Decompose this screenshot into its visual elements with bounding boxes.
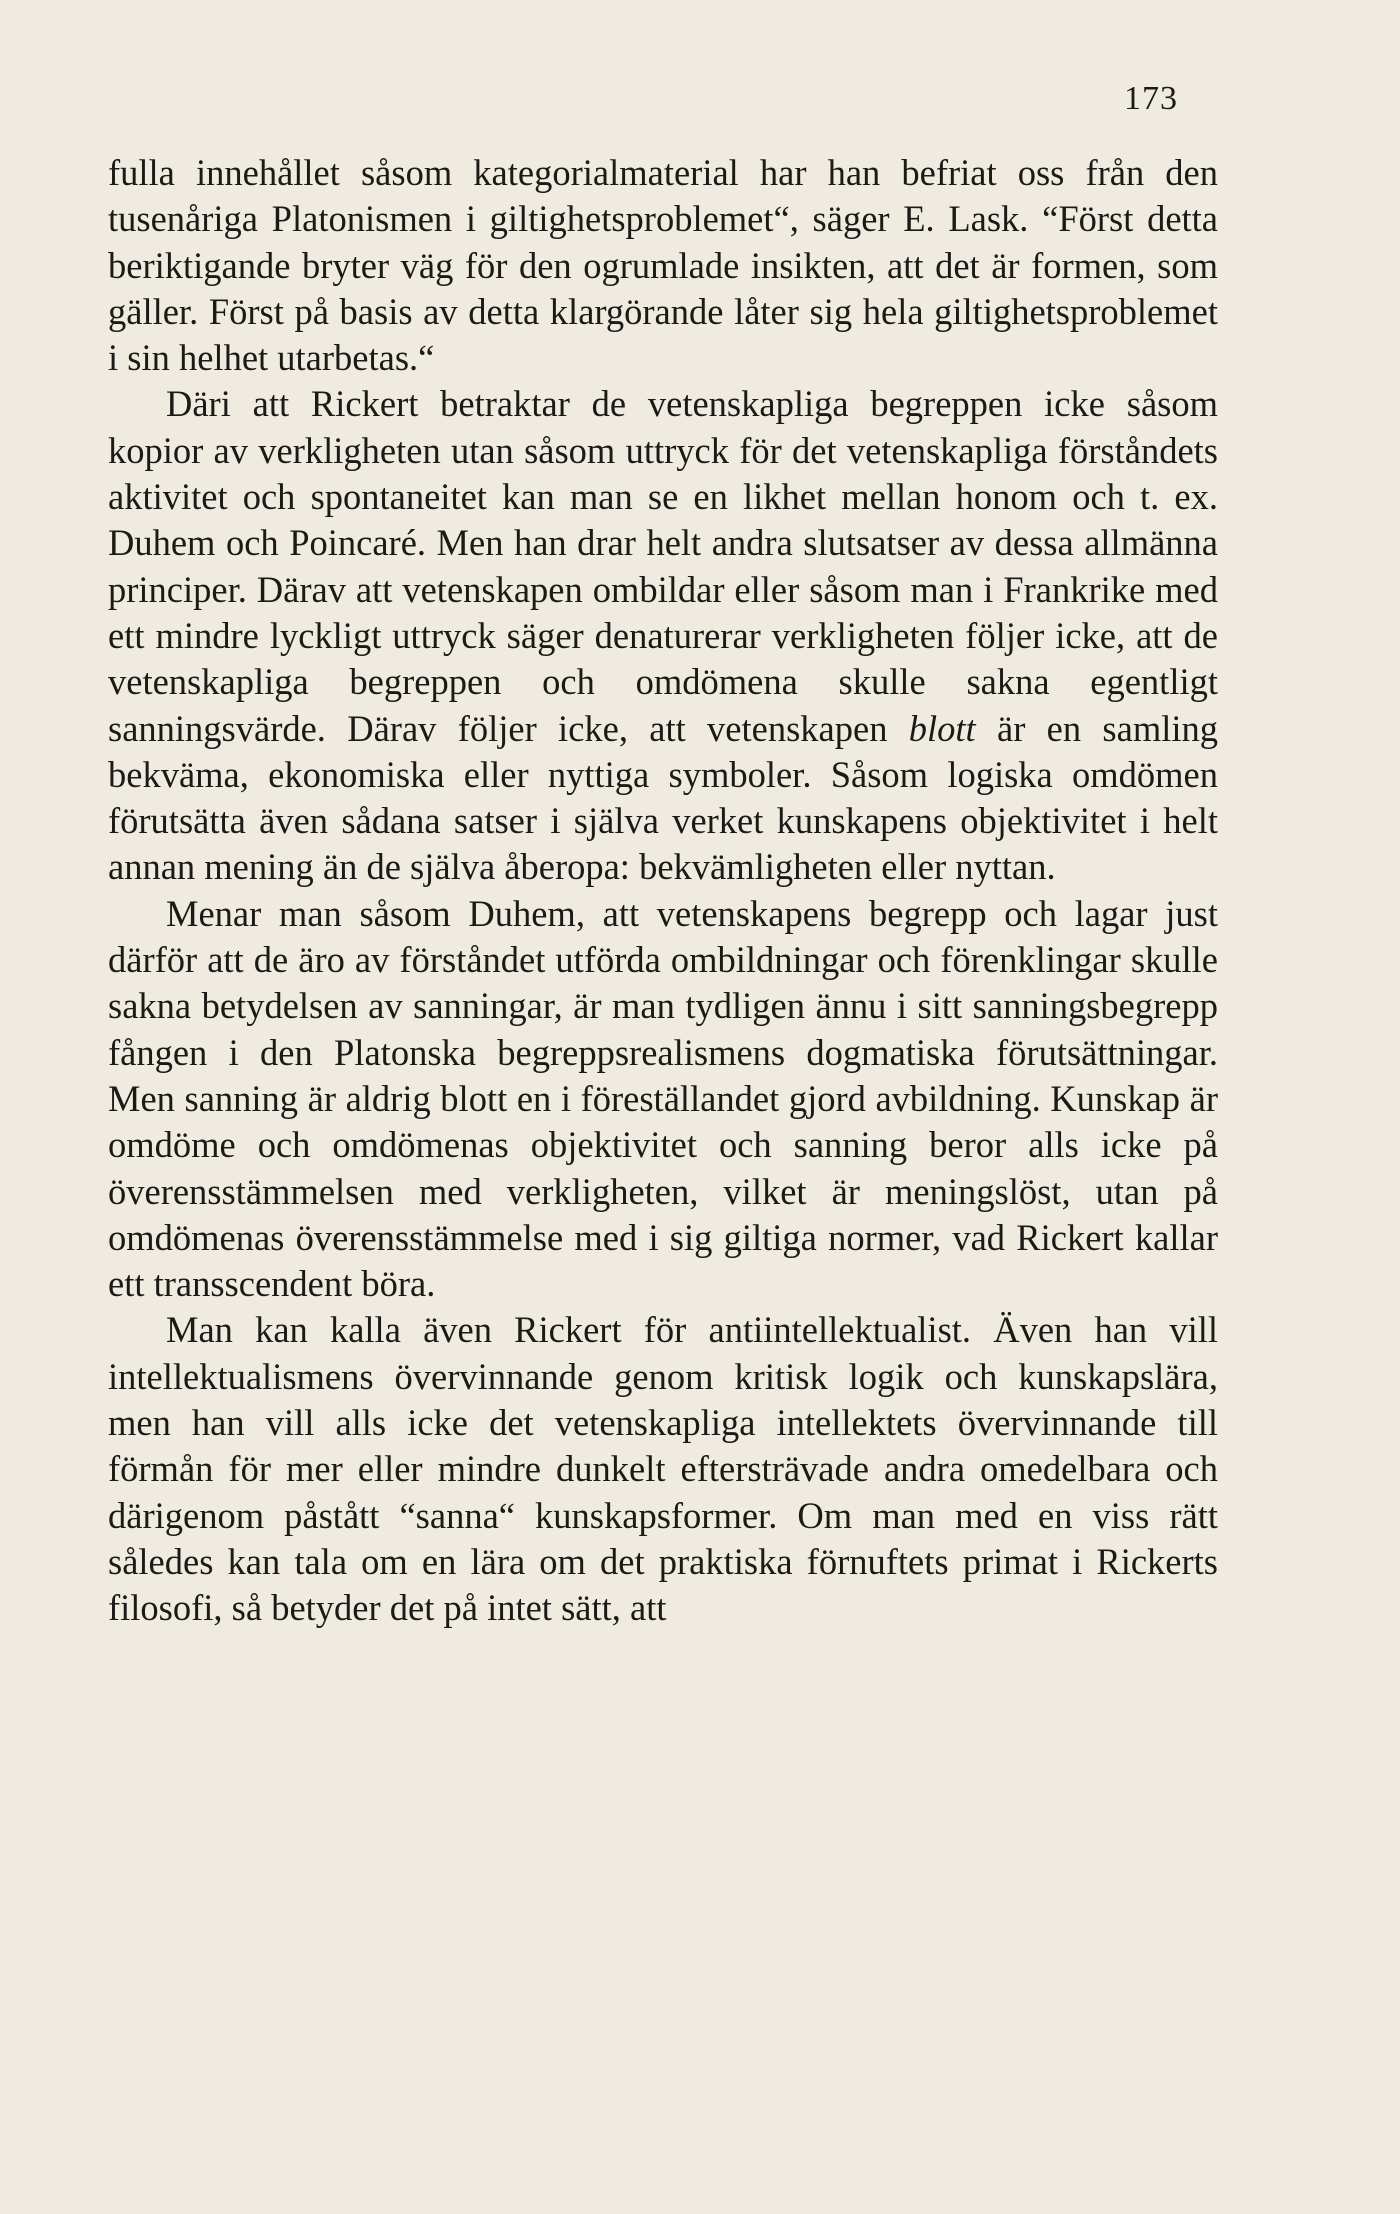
paragraph-3: Menar man såsom Duhem, att vetenskapens begrepp och lagar just därför att de äro av förståndet utförda ombildningar och förenklingar skulle sakna betydelsen av sanningar, är man tydligen ännu i sitt sanningsbegrepp fången i den Platonska begreppsrealismens dogmatiska förutsättningar. Men sanning är aldrig blott en i föreställandet gjord avbildning. Kunskap är omdöme och omdömenas objektivitet och sanning beror alls icke på överensstämmelsen med verkligheten, vilket är meningslöst, utan på omdömenas överensstämmelse med i sig giltiga normer, vad Rickert kallar ett transscendent böra. — [108, 892, 1218, 1305]
paragraph-2-emphasis: blott — [908, 707, 976, 749]
paragraph-2-part-2: är en samling bekväma, ekonomiska eller nyttiga symboler. Såsom logiska omdömen förutsätta även sådana satser i själva verket kunskapens objektivitet i helt annan mening än de själva åberopa: bekvämligheten eller nyttan. — [108, 707, 1218, 888]
page-number: 173 — [1124, 80, 1178, 117]
paragraph-1: fulla innehållet såsom kategorialmaterial har han befriat oss från den tusenåriga Platonismen i giltighetsproblemet“, säger E. Lask. “Först detta beriktigande bryter väg för den ogrumlade insikten, att det är formen, som gäller. Först på basis av detta klargörande låter sig hela giltighetsproblemet i sin helhet utarbetas.“ — [108, 152, 1218, 379]
paragraph-4: Man kan kalla även Rickert för antiintellektualist. Även han vill intellektualismens övervinnande genom kritisk logik och kunskapslära, men han vill alls icke det vetenskapliga intellektets övervinnande till förmån för mer eller mindre dunkelt eftersträvade andra omedelbara och därigenom påstått “sanna“ kunskapsformer. Om man med en viss rätt således kan tala om en lära om det praktiska förnuftets primat i Rickerts filosofi, så betyder det på intet sätt, att — [108, 1309, 1218, 1629]
paragraph-2 — [108, 381, 1218, 890]
body-text — [108, 150, 1218, 1632]
paragraph-2-part-1: Däri att Rickert betraktar de vetenskapliga begreppen icke såsom kopior av verkligheten utan såsom uttryck för det vetenskapliga förståndets aktivitet och spontaneitet kan man se en likhet mellan honom och t. ex. Duhem och Poincaré. Men han drar helt andra slutsatser av dessa allmänna principer. Därav att vetenskapen ombildar eller såsom man i Frankrike med ett mindre lyckligt uttryck säger denaturerar verkligheten följer icke, att de vetenskapliga begreppen och omdömena skulle sakna egentligt sanningsvärde. Därav följer icke, att vetenskapen — [108, 383, 1218, 749]
